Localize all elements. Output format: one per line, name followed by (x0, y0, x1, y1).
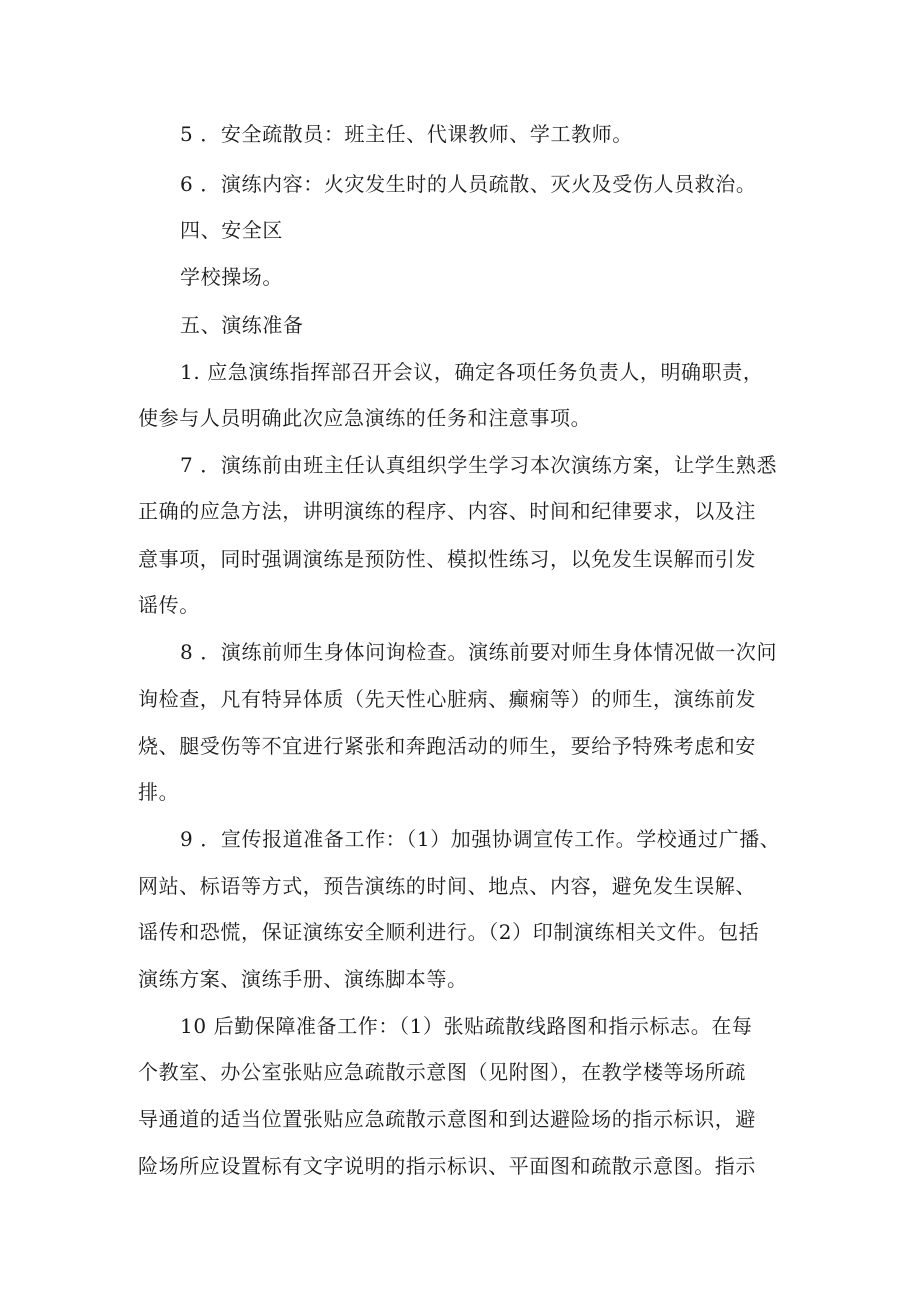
text-line: 8 ．演练前师生身体问询检查。演练前要对师生身体情况做一次问 (180, 640, 778, 664)
text-line: 险场所应设置标有文字说明的指示标识、平面图和疏散示意图。指示 (138, 1154, 756, 1178)
text-line: 谣传。 (138, 593, 200, 617)
text-line: 个教室、办公室张贴应急疏散示意图（见附图），在教学楼等场所疏 (138, 1060, 746, 1084)
text-line: 演练方案、演练手册、演练脚本等。 (138, 967, 468, 991)
section-heading: 五、演练准备 (180, 313, 304, 337)
text-line: 导通道的适当位置张贴应急疏散示意图和到达避险场的指示标识，避 (138, 1107, 756, 1131)
text-line: 使参与人员明确此次应急演练的任务和注意事项。 (138, 406, 592, 430)
text-line: 询检查，凡有特异体质（先天性心脏病、癫痫等）的师生，演练前发 (138, 687, 756, 711)
text-line: 学校操场。 (180, 265, 283, 289)
text-line: 意事项，同时强调演练是预防性、模拟性练习，以免发生误解而引发 (138, 547, 756, 571)
text-line: 谣传和恐慌，保证演练安全顺利进行。（2）印制演练相关文件。包括 (138, 920, 760, 944)
text-line: 6 ．演练内容：火灾发生时的人员疏散、灭火及受伤人员救治。 (180, 172, 757, 196)
text-line: 烧、腿受伤等不宜进行紧张和奔跑活动的师生，要给予特殊考虑和安 (138, 734, 756, 758)
text-line: 5 ．安全疏散员：班主任、代课教师、学工教师。 (180, 122, 633, 146)
text-line: 排。 (138, 780, 180, 804)
text-line: 正确的应急方法，讲明演练的程序、内容、时间和纪律要求，以及注 (138, 499, 756, 523)
text-line: 1. 应急演练指挥部召开会议，确定各项任务负责人，明确职责， (180, 360, 764, 384)
text-line: 网站、标语等方式，预告演练的时间、地点、内容，避免发生误解、 (138, 874, 756, 898)
text-line: 10 后勤保障准备工作：（1）张贴疏散线路图和指示标志。在每 (180, 1014, 753, 1038)
section-heading: 四、安全区 (180, 218, 283, 242)
text-line: 9 ．宣传报道准备工作：（1）加强协调宣传工作。学校通过广播、 (180, 827, 781, 851)
text-line: 7 ．演练前由班主任认真组织学生学习本次演练方案，让学生熟悉 (180, 453, 778, 477)
